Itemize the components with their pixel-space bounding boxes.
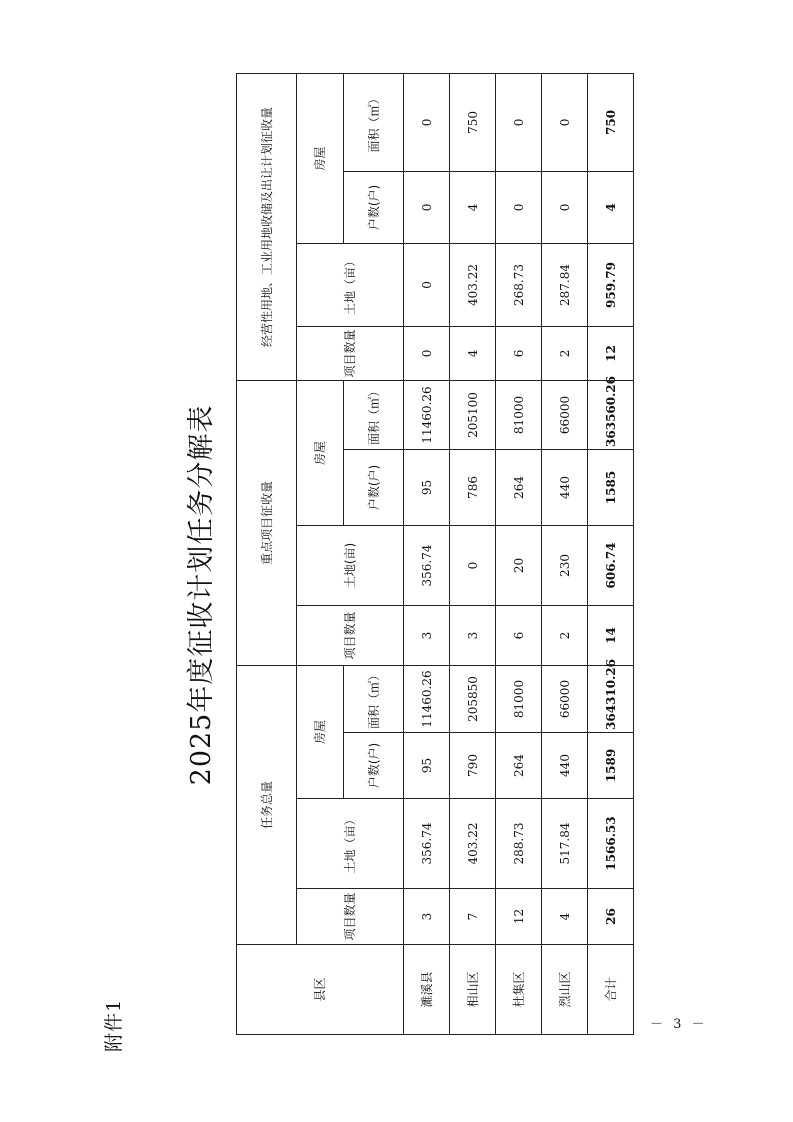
cell-k-area: 205100 bbox=[450, 380, 496, 449]
cell-k-hh: 264 bbox=[496, 449, 542, 525]
cell-k-land: 356.74 bbox=[404, 525, 450, 605]
header-comm-houses: 房屋 bbox=[297, 73, 344, 243]
cell-t-hh: 264 bbox=[496, 733, 542, 799]
cell-k-hh: 1585 bbox=[588, 449, 634, 525]
cell-county: 烈山区 bbox=[542, 945, 588, 1035]
header-group-total: 任务总量 bbox=[237, 665, 297, 944]
table-row-total bbox=[588, 73, 634, 1034]
header-total-houses: 房屋 bbox=[297, 665, 344, 798]
header-group-key: 重点项目征收量 bbox=[237, 380, 297, 665]
cell-c-land: 287.84 bbox=[542, 243, 588, 326]
cell-county: 濉溪县 bbox=[404, 945, 450, 1035]
header-comm-area: 面积（㎡） bbox=[344, 73, 404, 171]
cell-c-count: 4 bbox=[450, 326, 496, 380]
cell-k-land: 20 bbox=[496, 525, 542, 605]
header-key-houses: 房屋 bbox=[297, 380, 344, 525]
cell-c-land: 959.79 bbox=[588, 243, 634, 326]
cell-c-land: 268.73 bbox=[496, 243, 542, 326]
cell-t-area: 66000 bbox=[542, 665, 588, 732]
cell-k-count: 2 bbox=[542, 605, 588, 665]
cell-t-area: 81000 bbox=[496, 665, 542, 732]
cell-k-count: 3 bbox=[404, 605, 450, 665]
cell-t-land: 356.74 bbox=[404, 799, 450, 889]
cell-c-area: 0 bbox=[404, 73, 450, 171]
cell-k-count: 14 bbox=[588, 605, 634, 665]
cell-c-area: 0 bbox=[496, 73, 542, 171]
cell-t-count: 3 bbox=[404, 889, 450, 945]
cell-t-hh: 95 bbox=[404, 733, 450, 799]
cell-c-area: 750 bbox=[450, 73, 496, 171]
header-total-count: 项目数量 bbox=[297, 889, 404, 945]
cell-t-hh: 440 bbox=[542, 733, 588, 799]
cell-k-land: 230 bbox=[542, 525, 588, 605]
cell-t-land: 288.73 bbox=[496, 799, 542, 889]
cell-c-count: 0 bbox=[404, 326, 450, 380]
cell-t-area: 11460.26 bbox=[404, 665, 450, 732]
cell-k-area: 363560.26 bbox=[588, 380, 634, 449]
cell-k-hh: 786 bbox=[450, 449, 496, 525]
cell-c-land: 403.22 bbox=[450, 243, 496, 326]
page-title: 2025年度征收计划任务分解表 bbox=[186, 404, 217, 786]
cell-t-land: 517.84 bbox=[542, 799, 588, 889]
header-key-households: 户数(户) bbox=[344, 449, 404, 525]
annex-label: 附件1 bbox=[103, 998, 125, 1052]
header-key-area: 面积（㎡） bbox=[344, 380, 404, 449]
header-comm-count: 项目数量 bbox=[297, 326, 404, 380]
cell-c-area: 0 bbox=[542, 73, 588, 171]
rotated-sheet bbox=[97, 92, 657, 1090]
header-row-sub bbox=[297, 73, 344, 1034]
page-number: － 3 － bbox=[650, 1017, 708, 1032]
cell-c-count: 12 bbox=[588, 326, 634, 380]
header-group-commercial: 经营性用地、工业用地收储及出让计划征收量 bbox=[237, 73, 297, 380]
cell-c-hh: 0 bbox=[496, 171, 542, 243]
cell-t-count: 26 bbox=[588, 889, 634, 945]
cell-c-hh: 4 bbox=[450, 171, 496, 243]
header-comm-land: 土地（亩） bbox=[297, 243, 404, 326]
cell-t-land: 403.22 bbox=[450, 799, 496, 889]
cell-t-area: 205850 bbox=[450, 665, 496, 732]
cell-k-area: 66000 bbox=[542, 380, 588, 449]
cell-k-area: 81000 bbox=[496, 380, 542, 449]
cell-t-count: 4 bbox=[542, 889, 588, 945]
header-key-land: 土地(亩) bbox=[297, 525, 404, 605]
cell-c-hh: 0 bbox=[542, 171, 588, 243]
table-row bbox=[404, 73, 450, 1034]
table-row bbox=[450, 73, 496, 1034]
cell-t-area: 364310.26 bbox=[588, 665, 634, 732]
cell-t-land: 1566.53 bbox=[588, 799, 634, 889]
cell-county: 相山区 bbox=[450, 945, 496, 1035]
header-key-count: 项目数量 bbox=[297, 605, 404, 665]
cell-c-area: 750 bbox=[588, 73, 634, 171]
cell-k-hh: 440 bbox=[542, 449, 588, 525]
header-county: 县区 bbox=[237, 945, 404, 1035]
cell-c-hh: 4 bbox=[588, 171, 634, 243]
table-row bbox=[496, 73, 542, 1034]
header-total-area: 面积（㎡） bbox=[344, 665, 404, 732]
cell-c-count: 6 bbox=[496, 326, 542, 380]
cell-county: 合计 bbox=[588, 945, 634, 1035]
cell-k-count: 3 bbox=[450, 605, 496, 665]
cell-t-count: 12 bbox=[496, 889, 542, 945]
cell-county: 杜集区 bbox=[496, 945, 542, 1035]
cell-t-hh: 1589 bbox=[588, 733, 634, 799]
cell-c-hh: 0 bbox=[404, 171, 450, 243]
cell-k-land: 0 bbox=[450, 525, 496, 605]
header-total-households: 户数(户) bbox=[344, 733, 404, 799]
header-row-groups bbox=[237, 73, 297, 1034]
cell-c-count: 2 bbox=[542, 326, 588, 380]
task-table bbox=[236, 73, 634, 1035]
cell-t-hh: 790 bbox=[450, 733, 496, 799]
cell-k-land: 606.74 bbox=[588, 525, 634, 605]
header-comm-households: 户数(户) bbox=[344, 171, 404, 243]
table-row bbox=[542, 73, 588, 1034]
header-total-land: 土地（亩） bbox=[297, 799, 404, 889]
cell-k-area: 11460.26 bbox=[404, 380, 450, 449]
cell-t-count: 7 bbox=[450, 889, 496, 945]
cell-k-hh: 95 bbox=[404, 449, 450, 525]
cell-c-land: 0 bbox=[404, 243, 450, 326]
cell-k-count: 6 bbox=[496, 605, 542, 665]
